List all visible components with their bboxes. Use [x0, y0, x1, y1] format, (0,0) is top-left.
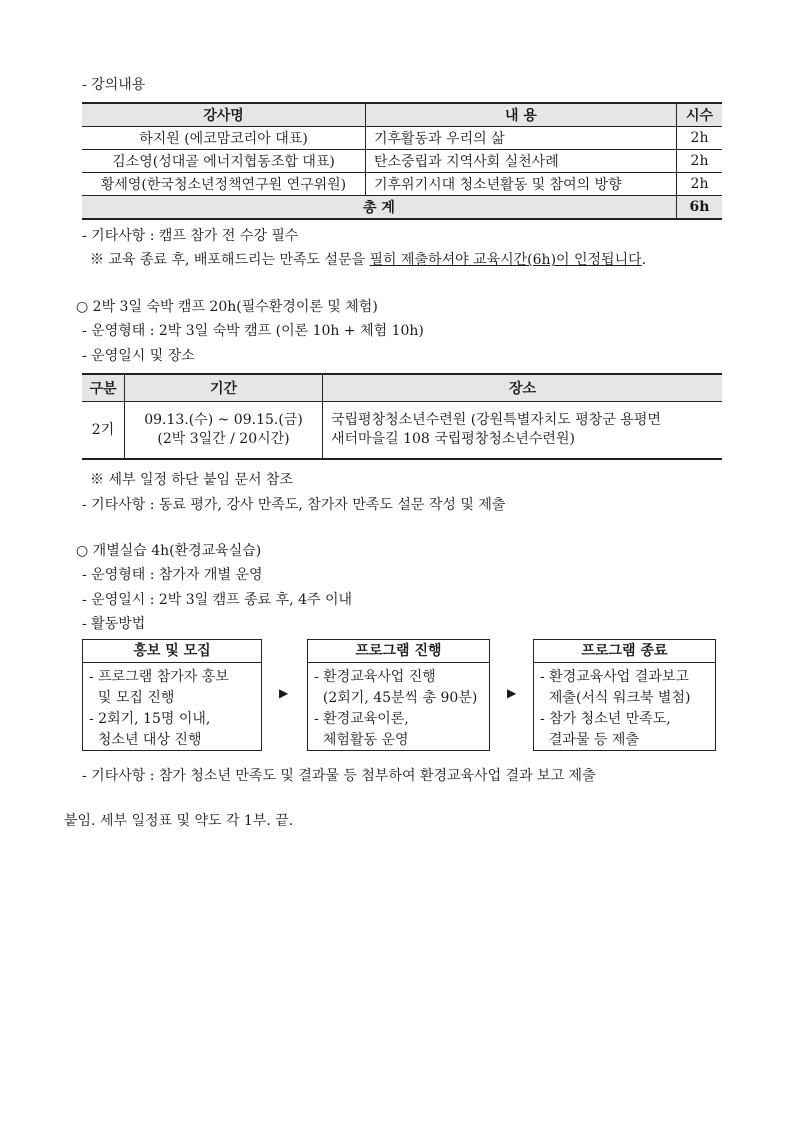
- camp-table: [82, 373, 722, 460]
- content-cell: 기후위기시대 청소년활동 및 참여의 방향: [366, 173, 677, 196]
- practice-when: - 운영일시 : 2박 3일 캠프 종료 후, 4주 이내: [82, 592, 353, 608]
- practice-method: - 활동방법: [82, 616, 146, 632]
- lecture-table-header: [82, 103, 722, 127]
- box-line: 청소년 대상 진행: [89, 732, 202, 748]
- table-row: [82, 127, 722, 150]
- survey-note-underlined: 필히 제출하셔야 교육시간(6h)이 인정됩니다: [369, 252, 642, 268]
- camp-when-where: - 운영일시 및 장소: [82, 348, 195, 364]
- place-line-2: 새터마을길 108 국립평창청소년수련원): [331, 431, 575, 447]
- header-content: 내 용: [366, 103, 677, 127]
- box-line: 결과물 등 제출: [540, 732, 639, 748]
- table-row: [82, 150, 722, 173]
- promotion-box-title: 홍보 및 모집: [83, 640, 261, 663]
- attachment-note: 붙임. 세부 일정표 및 약도 각 1부. 끝.: [64, 813, 294, 829]
- box-line: - 2회기, 15명 이내,: [89, 711, 211, 727]
- table-row: [82, 402, 722, 460]
- practice-type: - 운영형태 : 참가자 개별 운영: [82, 567, 263, 583]
- box-line: 체험활동 운영: [314, 732, 409, 748]
- arrow-right-icon: ▶: [279, 686, 289, 700]
- arrow-right-icon: ▶: [507, 686, 517, 700]
- period-cell: [125, 402, 323, 460]
- content-cell: 기후활동과 우리의 삶: [366, 127, 677, 150]
- term-cell: 2기: [82, 402, 125, 460]
- box-line: 제출(서식 워크북 별첨): [540, 690, 691, 706]
- header-term: 구분: [82, 374, 125, 402]
- period-duration: (2박 3일간 / 20시간): [157, 431, 290, 447]
- program-end-box: [533, 639, 716, 751]
- content-cell: 탄소중립과 지역사회 실천사례: [366, 150, 677, 173]
- total-row: [82, 196, 722, 220]
- box-line: - 환경교육사업 결과보고: [540, 669, 689, 685]
- total-label: 총 계: [82, 196, 677, 220]
- promotion-box: [82, 639, 262, 751]
- practice-title: ○ 개별실습 4h(환경교육실습): [76, 543, 262, 559]
- survey-note-suffix: .: [641, 252, 647, 268]
- box-line: 및 모집 진행: [89, 690, 175, 706]
- lecture-note-other: - 기타사항 : 캠프 참가 전 수강 필수: [82, 228, 299, 244]
- table-row: [82, 173, 722, 196]
- lecturer-cell: 김소영(성대골 에너지협동조합 대표): [82, 150, 366, 173]
- lecture-table: [82, 102, 722, 220]
- survey-note-prefix: ※ 교육 종료 후, 배포해드리는 만족도 설문을: [90, 252, 370, 268]
- place-cell: [323, 402, 723, 460]
- lecturer-cell: 황세영(한국청소년정책연구원 연구위원): [82, 173, 366, 196]
- practice-note-other: - 기타사항 : 참가 청소년 만족도 및 결과물 등 첨부하여 환경교육사업 결과 보고 제출: [82, 768, 596, 784]
- box-line: (2회기, 45분씩 총 90분): [314, 690, 478, 706]
- period-dates: 09.13.(수) ~ 09.15.(금): [144, 412, 303, 428]
- box-line: - 환경교육사업 진행: [314, 669, 436, 685]
- header-period: 기간: [125, 374, 323, 402]
- hours-cell: 2h: [677, 150, 723, 173]
- box-line: - 환경교육이론,: [314, 711, 409, 727]
- lecture-note-survey: [90, 249, 646, 269]
- total-hours: 6h: [677, 196, 723, 220]
- program-run-box: [307, 639, 490, 751]
- place-line-1: 국립평창청소년수련원 (강원특별자치도 평창군 용평면: [331, 412, 661, 428]
- header-place: 장소: [323, 374, 723, 402]
- box-line: - 프로그램 참가자 홍보: [89, 669, 229, 685]
- hours-cell: 2h: [677, 127, 723, 150]
- header-hours: 시수: [677, 103, 723, 127]
- camp-title: ○ 2박 3일 숙박 캠프 20h(필수환경이론 및 체험): [76, 299, 378, 315]
- camp-note-schedule: ※ 세부 일정 하단 붙임 문서 참조: [90, 472, 293, 488]
- box-line: - 참가 청소년 만족도,: [540, 711, 671, 727]
- program-run-box-title: 프로그램 진행: [308, 640, 489, 663]
- lecture-heading: - 강의내용: [82, 77, 146, 93]
- hours-cell: 2h: [677, 173, 723, 196]
- lecturer-cell: 하지원 (에코맘코리아 대표): [82, 127, 366, 150]
- camp-type: - 운영형태 : 2박 3일 숙박 캠프 (이론 10h + 체험 10h): [82, 323, 424, 339]
- camp-note-other: - 기타사항 : 동료 평가, 강사 만족도, 참가자 만족도 설문 작성 및 제출: [82, 497, 506, 513]
- header-lecturer: 강사명: [82, 103, 366, 127]
- camp-table-header: [82, 374, 722, 402]
- program-end-box-title: 프로그램 종료: [534, 640, 715, 663]
